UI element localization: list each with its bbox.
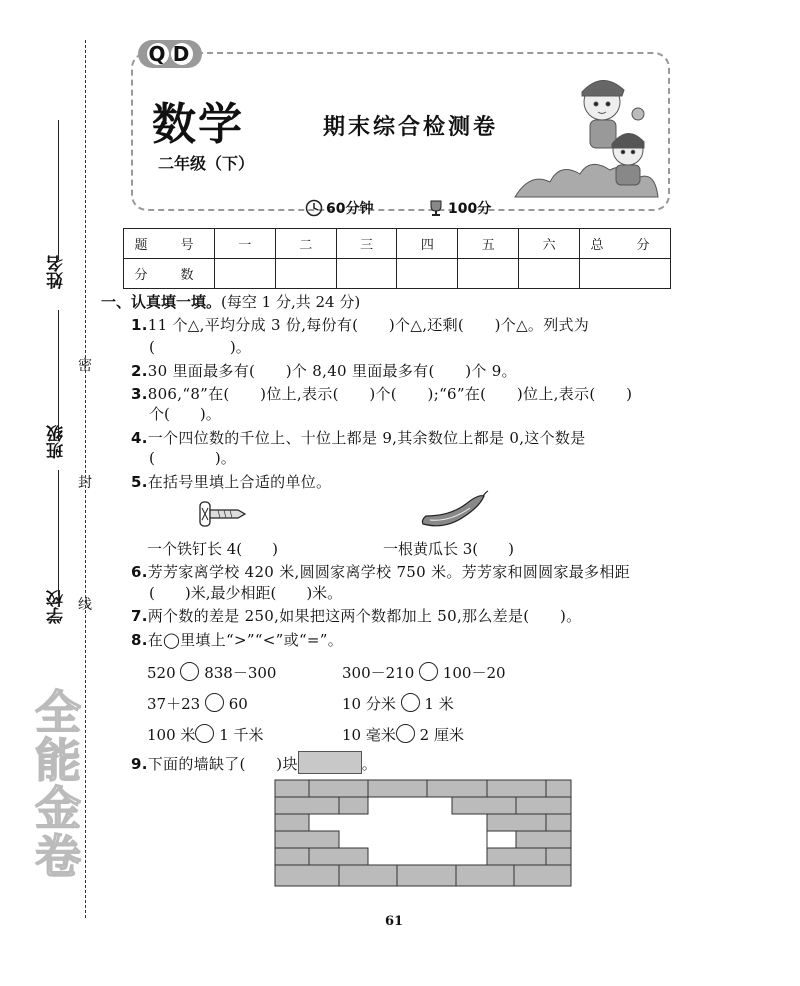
- question-3: 3.806,“8”在( )位上,表示( )个( );“6”在( )位上,表示( ): [131, 385, 633, 403]
- compare-circle[interactable]: [180, 662, 199, 681]
- score-table-header: 五: [458, 229, 519, 259]
- compare-circle[interactable]: [419, 662, 438, 681]
- compare-item: 37＋23 60: [147, 695, 248, 713]
- question-4: 4.一个四位数的千位上、十位上都是 9,其余数位上都是 0,这个数是: [131, 429, 586, 447]
- score-cell[interactable]: [397, 259, 458, 289]
- score-row-label: 分 数: [124, 259, 215, 289]
- score-table-header: 四: [397, 229, 458, 259]
- score-cell[interactable]: [275, 259, 336, 289]
- question-6-cont: ( )米,最少相距( )米。: [149, 584, 343, 602]
- grade-label: 二年级（下）: [158, 154, 255, 173]
- seal-feng: 封: [78, 475, 92, 491]
- kids-illustration: [510, 62, 660, 202]
- section-1-heading: [101, 291, 360, 312]
- name-label: 姓名: [47, 255, 67, 289]
- trophy-icon: [427, 199, 445, 217]
- score-info: [427, 198, 491, 218]
- question-7: 7.两个数的差是 250,如果把这两个数都加上 50,那么差是( )。: [131, 607, 582, 625]
- score-table-header: 三: [336, 229, 397, 259]
- school-label: 学校: [47, 590, 67, 624]
- page-number: 61: [385, 914, 404, 929]
- compare-item: 300－210 100－20: [342, 664, 506, 682]
- name-underline: [58, 120, 59, 260]
- question-5: 5.在括号里填上合适的单位。: [131, 473, 332, 491]
- score-cell[interactable]: [336, 259, 397, 289]
- seal-xian: 线: [78, 597, 92, 613]
- cucumber-picture: [420, 490, 490, 532]
- question-3-cont: 个( )。: [149, 405, 221, 423]
- score-cell[interactable]: [580, 259, 671, 289]
- score-cell[interactable]: [458, 259, 519, 289]
- class-label: 班级: [47, 425, 67, 459]
- question-1: 1.11 个△,平均分成 3 份,每份有( )个△,还剩( )个△。列式为: [131, 316, 590, 334]
- school-underline: [58, 470, 59, 595]
- score-table-header: 题 号: [124, 229, 215, 259]
- edition-badge: Q D: [138, 40, 202, 68]
- score-table-header: 总 分: [580, 229, 671, 259]
- seal-mi: 密: [78, 358, 92, 374]
- nail-picture: [198, 500, 248, 530]
- question-9: 9.下面的墙缺了( )块 。: [131, 751, 699, 775]
- question-5-nail: 一个铁钉长 4( ): [147, 540, 279, 558]
- section-1-note: (每空 1 分,共 24 分): [221, 293, 361, 311]
- compare-circle[interactable]: [401, 693, 420, 712]
- score-cell[interactable]: [215, 259, 276, 289]
- compare-item: 10 毫米 2 厘米: [342, 726, 464, 744]
- score-table-header-row: [124, 229, 671, 259]
- section-1-title: 一、认真填一填。: [101, 293, 222, 311]
- time-value: 60分钟: [326, 201, 374, 217]
- class-underline: [58, 310, 59, 440]
- question-8: 8.在◯里填上“>”“<”或“=”。: [131, 631, 344, 649]
- brick-wall-diagram: [274, 779, 572, 887]
- question-1-cont: ( )。: [149, 338, 251, 356]
- time-info: [305, 198, 373, 218]
- score-value: 100分: [448, 201, 492, 217]
- brick-sample: [298, 751, 362, 774]
- compare-circle[interactable]: [205, 693, 224, 712]
- clock-icon: [305, 199, 323, 217]
- score-table-header: 二: [275, 229, 336, 259]
- compare-circle[interactable]: [396, 724, 415, 743]
- compare-circle[interactable]: [195, 724, 214, 743]
- question-6: 6.芳芳家离学校 420 米,圆圆家离学校 750 米。芳芳家和圆圆家最多相距: [131, 563, 630, 581]
- score-table-header: 一: [215, 229, 276, 259]
- subject-title: 数学: [152, 99, 244, 150]
- score-table-header: 六: [519, 229, 580, 259]
- question-2: 2.30 里面最多有( )个 8,40 里面最多有( )个 9。: [131, 362, 517, 380]
- score-table: [123, 228, 671, 289]
- score-table-score-row: [124, 259, 671, 289]
- question-4-cont: ( )。: [149, 449, 236, 467]
- compare-item: 100 米 1 千米: [147, 726, 264, 744]
- exam-title: 期末综合检测卷: [323, 114, 499, 140]
- score-cell[interactable]: [519, 259, 580, 289]
- brand-watermark: 全能金卷: [28, 688, 82, 880]
- question-5-cucumber: 一根黄瓜长 3( ): [383, 540, 515, 558]
- compare-item: 520 838－300: [147, 664, 277, 682]
- compare-item: 10 分米 1 米: [342, 695, 454, 713]
